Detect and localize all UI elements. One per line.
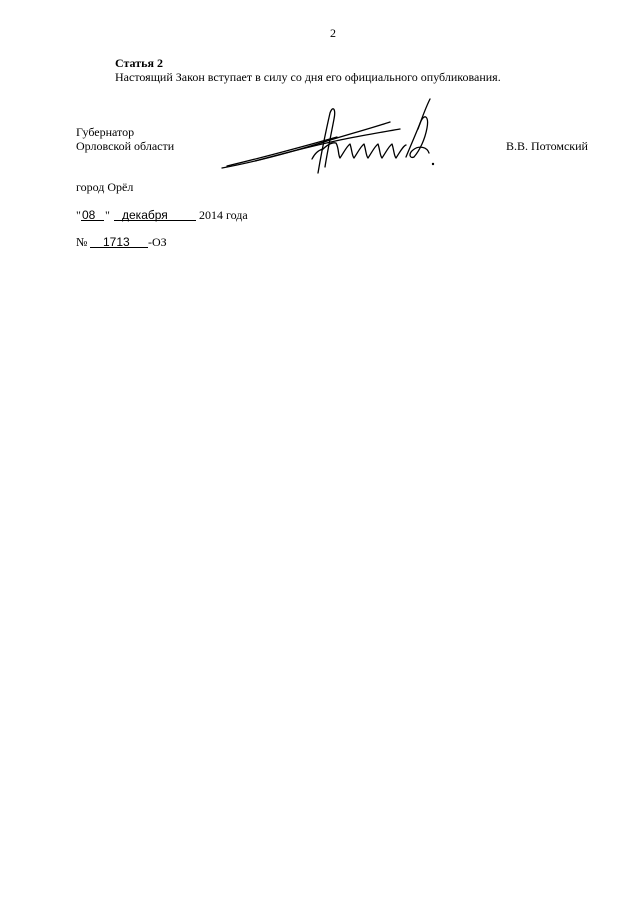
article-text: Настоящий Закон вступает в силу со дня его официального опубликования.	[115, 70, 501, 84]
law-number-value: 1713	[103, 235, 130, 249]
page-number: 2	[330, 26, 336, 40]
law-number-underline	[90, 247, 148, 248]
date-year: 2014 года	[199, 208, 248, 222]
article-heading: Статья 2	[115, 56, 163, 70]
date-day: 08	[82, 208, 96, 222]
date-open-quote: "	[76, 208, 81, 222]
signatory-title-line2: Орловской области	[76, 139, 175, 153]
date-month-underline	[114, 220, 196, 221]
signatory-name: В.В. Потомский	[506, 139, 588, 153]
law-number-suffix: -ОЗ	[148, 235, 167, 249]
handwritten-signature	[215, 95, 445, 180]
law-number-sign: №	[76, 235, 88, 249]
date-close-quote: "	[105, 208, 110, 222]
date-month: декабря	[122, 208, 168, 222]
date-day-underline	[81, 220, 104, 221]
signatory-title-line1: Губернатор	[76, 125, 135, 139]
city-name: город Орёл	[76, 180, 134, 194]
